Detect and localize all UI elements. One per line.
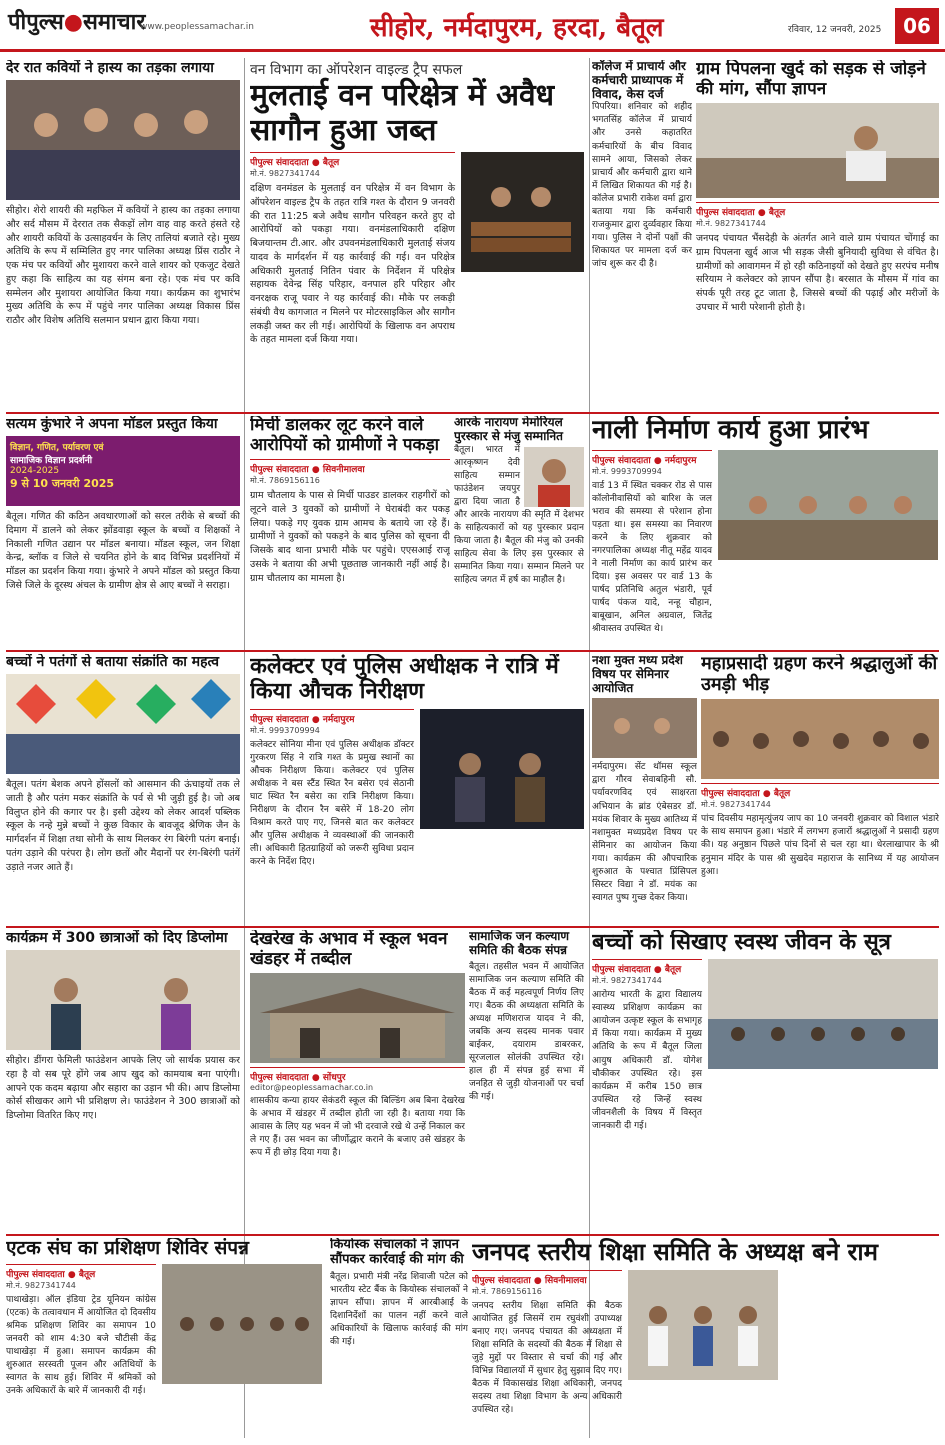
article-headline[interactable]: बच्चों ने पतंगों से बताया संक्रांति का महत्व	[6, 654, 220, 670]
article-rk-narayan-award	[454, 416, 584, 646]
article-body: सीहोर। डींगरा फेमिली फाउंडेशन आपके लिए जो सार्थक प्रयास कर रहा है वो सब पूरे होंगे जब आप खुद को कामयाब बना पाएंगी। आपने एक कदम बढ़ाया और सहारा का उड़ान भी की। आप डिप्लोमा कोर्स सीखकर आगे भी प्रशिक्षण ले। फाउंडेशन ने 300 छात्राओं को डिप्लोमा वितरित किए गए।	[6, 1055, 240, 1122]
article-headline[interactable]: महाप्रसादी ग्रहण करने श्रद्धालुओं की उमड़ी भीड़	[701, 654, 938, 695]
diploma-ceremony-image	[6, 950, 240, 1050]
reporter-mobile: मो.नं. 9993709994	[250, 725, 320, 735]
article-headline[interactable]: आरके नारायण मेमोरियल पुरस्कार से मंजु सम्मानित	[454, 416, 563, 443]
article-headline[interactable]: मिर्ची डालकर लूट करने वाले आरोपियों को ग्रामीणों ने पकड़ा	[250, 416, 440, 455]
article-headline[interactable]: कार्यक्रम में 300 छात्राओं को दिए डिप्लोमा	[6, 930, 228, 946]
students-hall-image	[708, 959, 938, 1069]
article-photo	[6, 950, 240, 1050]
section-rule	[6, 412, 939, 414]
article-headline[interactable]: जनपद स्तरीय शिक्षा समिति के अध्यक्ष बने राम	[472, 1238, 878, 1266]
article-body: शासकीय कन्या हायर सेकंडरी स्कूल की बिल्डिंग अब बिना देखरेख के अभाव में खंडहर में तब्दील होती जा रही है। बताया गया कि आवास के लिए यह भवन में जो भी दरवाजे रखे थे उन्हें निकाल कर ले गए हैं। उस भवन का जीर्णोद्धार कराने के बजाए उसे खंडहर के रूप में ही छोड़ दिया गया है।	[250, 1096, 465, 1159]
article-photo	[6, 80, 240, 200]
article-body: जनपद पंचायत भैंसदेही के अंतर्गत आने वाले ग्राम पंचायत चोंगाई का ग्राम पिपलना खुर्द आज भी सड़क जैसी बुनियादी सुविधा से वंचित है। ग्रामीणों को आवागमन में हो रही कठिनाइयों को देखते हुए सरपंच मनीष सरियाम ने कलेक्टर को ज्ञापन सौंपा है। बरसात के मौसम में गांव का संपर्क पूरी तरह टूट जाता है, जिससे बच्चों की पढ़ाई और मरीजों के उपचार में भारी परेशानी होती है।	[696, 233, 939, 313]
article-college-dispute	[592, 60, 692, 408]
article-body: बैतूल। भारत में आरकृष्णन देवी साहित्य सम्मान फाउंडेशन जयपुर द्वारा दिया जाता है और आरके नारायण की स्मृति में देशभर के साहित्यकारों को यह पुरस्कार प्रदान किया जाता है। बैतूल की मंजु को उनकी साहित्य सेवा के लिए इस पुरस्कार से सम्मानित किया गया। सम्मान मिलने पर साहित्य जगत में हर्ष का माहौल है।	[454, 444, 584, 586]
article-headline[interactable]: ग्राम पिपलना खुर्द को सड़क से जोड़ने की मांग, सौंपा ज्ञापन	[696, 60, 926, 99]
article-photo	[701, 699, 939, 779]
article-education-committee	[472, 1238, 939, 1438]
reporter-mobile: मो.नं. 9993709994	[592, 466, 662, 476]
section-rule	[6, 1234, 939, 1236]
article-photo	[461, 152, 584, 272]
article-chilli-robbers	[250, 416, 450, 646]
byline: पीपुल्स संवाददाता ● सिवनीमालवा	[250, 459, 450, 475]
article-aituc-camp	[6, 1238, 326, 1438]
night-inspection-image	[420, 709, 584, 829]
article-body: ग्राम चौतलाय के पास से मिर्ची पाउडर डालकर राहगीरों को लूटने वाले 3 युवकों को ग्रामीणों ने घेराबंदी कर पकड़ लिया। पकड़े गए युवक ग्राम आमच के बताये जा रहे हैं। ग्रामीणों ने युवकों को पकड़ने के बाद पुलिस को सूचना दी जिसके बाद थाना प्रभारी मौके पर पहुंचे। एएसआई राजू उसके ने बताया की अभी पूछताछ जानकारी नहीं आई है। ग्राम चौतलाय का मामला है।	[250, 490, 450, 584]
article-body: बैतूल। प्रभारी मंत्री नरेंद्र शिवाजी पटेल को भारतीय स्टेट बैंक के कियोस्क संचालकों ने ज्ञापन सौंपा। ज्ञापन में आरबीआई के दिशानिर्देशों का पालन नहीं करने वाले अधिकारियों के खिलाफ कार्रवाई की मांग की गई।	[330, 1271, 468, 1348]
newspaper-logo[interactable]: पीपुल्स●समाचार	[8, 10, 146, 35]
committee-group-image	[628, 1270, 778, 1380]
banner-year: 2024-2025	[10, 466, 60, 477]
article-body: दक्षिण वनमंडल के मुलताई वन परिक्षेत्र में वन विभाग के ऑपरेशन वाइल्ड ट्रैप के तहत रात्रि गश्त के दौरान 9 जनवरी की रात 11:25 बजे अवैध सागौन परिवहन करते हुए दो आरोपियों को पकड़ा गया। वनमंडलाधिकारी दक्षिण बिजयान्तम टी.आर. और उपवनमंडलाधिकारी मुलताई संजय यादव के मार्गदर्शन में यह कार्रवाई की गई। वन परिक्षेत्र अधिकारी मुलताई नितिन पंवार के निर्देशन में परिक्षेत्र सहायक देवेन्द्र सिंह परिहार, वनपाल हरि परिहार और वनरक्षक राजू पवार ने यह कार्रवाई की। मौके पर लकड़ी संबंधी वैध कागजात न मिलने पर मोटरसाइकिल और सागौन लकड़ी जब्त कर ली गई। आरोपियों के खिलाफ वन अपराध के तहत मामला दर्ज किया गया।	[250, 183, 455, 346]
article-body: कलेक्टर सोनिया मीना एवं पुलिस अधीक्षक डॉक्टर गुरकरण सिंह ने रात्रि गश्त के प्रमुख स्थानों का औचक निरीक्षण किया। कलेक्टर एवं पुलिस अधीक्षक ने बस स्टैंड स्थित रैन बसेरा एवं सेठानी घाट स्थित रैन बसेरा का रात्रि निरीक्षण किया। निरीक्षण के दौरान रैन बसेरे में 18-20 लोग विश्राम करते पाए गए, जिनसे बात कर कलेक्टर और पुलिस अधीक्षक ने व्यवस्थाओं की जानकारी ली। अधिकारी हितग्राहियों को जरूरी सुविधा प्रदान करने के निर्देश दिए।	[250, 739, 414, 868]
article-drain-construction	[592, 416, 939, 646]
byline: पीपुल्स संवाददाता ● बैतूल	[592, 959, 702, 975]
masthead	[0, 0, 945, 52]
awardee-photo	[524, 447, 584, 507]
article-photo	[6, 674, 240, 774]
article-body: वार्ड 13 में स्थित चक्कर रोड से पास कॉलोनीवासियों को बारिश के जल भराव की समस्या से परेशान होना पड़ता था। इस समस्या का निवारण करने के लिए शुक्रवार को नगरपालिका अध्यक्ष नीतू महेंद्र यादव ने नाली निर्माण का कार्य प्रारंभ कर दिया। इस अवसर पर वार्ड 13 के पार्षद प्रतिनिधि अतुल भंडारी, पूर्व पार्षद पंकज यादे, नन्हू चौहान, बाबूखान, अनिल अग्रवाल, जितेंद्र श्रीवास्तव उपस्थित थे।	[592, 480, 712, 635]
article-headline[interactable]: सत्यम कुंभारे ने अपना मॉडल प्रस्तुत किया	[6, 416, 218, 432]
reporter-mobile: मो.नं. 9827341744	[696, 219, 766, 229]
article-headline[interactable]: बच्चों को सिखाए स्वस्थ जीवन के सूत्र	[592, 930, 891, 955]
byline: पीपुल्स संवाददाता ● सोंधपुर	[250, 1067, 465, 1083]
article-photo	[708, 959, 938, 1069]
banner-line: सामाजिक विज्ञान प्रदर्शनी	[10, 456, 93, 467]
group-photo-image	[6, 80, 240, 200]
article-body: पांच दिवसीय महामृत्युंजय जाप का 10 जनवरी शुक्रवार को विशाल भंडारे के साथ समापन हुआ। भंडारे में लगभग हजारों श्रद्धालुओं ने प्रसादी ग्रहण की। यह अनुष्ठान पिछले पांच दिनों से चल रहा था। धेरलाखापार के श्री हनुमान मंदिर के पास श्री सुखदेव महाराज के सानिध्य में यह आयोजन हुआ।	[701, 814, 939, 877]
memorandum-image	[696, 103, 939, 198]
article-headline[interactable]: मुलताई वन परिक्षेत्र में अवैध सागौन हुआ जब्त	[250, 78, 555, 148]
reporter-email[interactable]: editor@peoplessamachar.co.in	[250, 1083, 374, 1093]
article-mahaprasadi	[701, 654, 939, 922]
article-body: बैतूल। पतंग बेशक अपने होंसलों को आसमान की ऊंचाइयों तक ले जाती है और पतंग मकर संक्रांति के पर्व से भी जुड़ी हुई है। जो अब विलुप्त होने की कगार पर है। इसी उद्देश्य को लेकर आदर्श पब्लिक स्कूल के नन्हे मुन्ने बच्चों ने कुछ विकार के बावजूद श्रेणिक जैन के मार्गदर्शन में शिक्षा तथा सोनी के साथ मिलकर रंग बिरंगी पतंग बनाई। पतंग उड़ाने की परंपरा है। लोग छतों और मैदानों पर रंग-बिरंगी पतंगें उड़ाते नजर आते हैं।	[6, 779, 240, 873]
article-school-ruins	[250, 930, 465, 1230]
byline: पीपुल्स संवाददाता ● सिवनीमालवा	[472, 1270, 622, 1286]
byline: पीपुल्स संवाददाता ● बैतूल	[696, 202, 939, 218]
reporter-mobile: मो.नं. 9827341744	[592, 976, 662, 986]
portrait-image	[524, 447, 584, 507]
article-healthy-life	[592, 930, 939, 1230]
page-number: 06	[895, 8, 939, 44]
article-poets	[6, 60, 240, 408]
article-pipalna-road	[696, 60, 939, 408]
article-headline[interactable]: कियोस्क संचालकों ने ज्ञापन सौंपकर कार्रवाई की मांग की	[330, 1238, 464, 1267]
issue-date: रविवार, 12 जनवरी, 2025	[788, 25, 882, 35]
byline: पीपुल्स संवाददाता ● नर्मदापुरम	[592, 450, 712, 466]
article-photo	[628, 1270, 778, 1380]
article-body: पिपरिया। शनिवार को शहीद भगतसिंह कॉलेज में प्राचार्य और उनसे कहातरित कर्मचारियों के बीच विवाद सामने आया, जिसको लेकर प्राचार्य और कर्मचारी द्वारा थाने में लिखित शिकायत की गई है। कॉलेज प्रभारी राकेश वर्मा द्वारा बताया गया कि कर्मचारी राजकुमार द्वारा दुर्व्यवहार किया गया। पुलिस ने दोनों पक्षों की शिकायत पर मामला दर्ज कर जांच शुरू कर दी है।	[592, 102, 692, 269]
article-headline[interactable]: देखरेख के अभाव में स्कूल भवन खंडहर में तब्दील	[250, 930, 448, 969]
article-headline[interactable]: कॉलेज में प्राचार्य और कर्मचारी प्राध्यापक में विवाद, केस दर्ज	[592, 60, 686, 101]
article-photo	[250, 973, 465, 1063]
reporter-mobile: मो.नं. 9827341744	[701, 800, 771, 810]
article-model-exhibition	[6, 416, 240, 646]
reporter-mobile: मो.नं. 9827341744	[250, 169, 320, 178]
article-photo	[420, 709, 584, 829]
article-photo	[592, 698, 697, 758]
seminar-image	[592, 698, 697, 758]
article-body: नर्मदापुरम। सेंट थॉमस स्कूल द्वारा गौरव सेवाबहिनी सौ. पर्यावरणविद एवं साक्षरता अभियान के ब्रांड एंबेसडर डॉ. मयंक शिवार के मुख्य आतिथ्य में नशामुक्त मध्यप्रदेश विषय पर सेमिनार का आयोजन किया गया। कार्यक्रम की औपचारिक शुरुआत के पश्चात प्रिंसिपल सिस्टर विद्या ने डॉ. मयंक का स्वागत पुष्प गुच्छ देकर किया।	[592, 762, 697, 903]
article-body: बैतूल। तहसील भवन में आयोजित सामाजिक जन कल्याण समिति की बैठक में कई महत्वपूर्ण निर्णय लिए गए। बैठक की अध्यक्षता समिति के अध्यक्ष मणिशराज यादव ने की, जबकि अन्य सदस्य मानक पवार बाईकर, दयाराम डाबरकर, सूरजलाल सोलंकी उपस्थित रहे। हाल ही में संपन्न हुई सभा में जनहित से जुड़ी योजनाओं पर चर्चा की गई।	[469, 961, 584, 1103]
site-url[interactable]: www.peoplessamachar.in	[140, 22, 254, 32]
section-rule	[6, 650, 939, 652]
byline: पीपुल्स संवाददाता ● बैतूल	[250, 152, 455, 168]
article-kiosk-operators	[330, 1238, 468, 1438]
article-collector-inspection	[250, 654, 584, 922]
kites-image	[6, 674, 240, 774]
column-divider	[589, 58, 590, 1438]
byline: पीपुल्स संवाददाता ● नर्मदापुरम	[250, 709, 414, 725]
article-welfare-committee	[469, 930, 584, 1230]
article-headline[interactable]: नाली निर्माण कार्य हुआ प्रारंभ	[592, 416, 869, 445]
column-divider	[244, 58, 245, 1438]
section-rule	[6, 926, 939, 928]
article-body: सीहोर। शेरो शायरी की महफिल में कवियों ने हास्य का तड़का लगाया और सर्द मौसम में देररात तक सैकड़ों लोग वाह वाह करते हंसते रहे और शायरी कवियों के उत्साहवर्धन के लिए तालियां बजाते रहे। मुख्य अतिथि के रूप में सम्मिलित हुए नगर पालिका अध्यक्ष प्रिंस राठौर ने एक मंच पर कवियों और मुशायरा करने वाले शायर को एकजुट देखते हुए कहा कि साहित्य का यह संगम बना रहे। एक मंच पर कवि सम्मेलन और मुशायरा आयोजित किया गया। कार्यक्रम का शुभारंभ मुख्य अतिथि के रूप में पहुंचे नगर पालिका अध्यक्ष विकास प्रिंस राठौर और विशेष अतिथि सलमान प्रधान द्वारा किया गया।	[6, 205, 240, 327]
region-title: सीहोर, नर्मदापुरम, हरदा, बैतूल	[370, 13, 664, 43]
banner-line: विज्ञान, गणित, पर्यावरण एवं	[10, 443, 104, 454]
article-diplomas	[6, 930, 240, 1230]
article-kicker: वन विभाग का ऑपरेशन वाइल्ड ट्रैप सफल	[250, 62, 463, 78]
ruined-building-image	[250, 973, 465, 1063]
banner-dates: 9 से 10 जनवरी 2025	[10, 477, 115, 491]
article-forest-teak	[250, 60, 584, 408]
article-headline[interactable]: कलेक्टर एवं पुलिस अधीक्षक ने रात्रि में किया औचक निरीक्षण	[250, 654, 559, 705]
article-body: आरोग्य भारती के द्वारा विद्यालय स्वास्थ्य प्रशिक्षण कार्यक्रम का आयोजन उत्कृष्ट स्कूल के सभागृह में किया गया। कार्यक्रम में मुख्य अतिथि के रूप में बैतूल जिला आयुष अधिकारी डॉ. योगेश चौकीकर उपस्थित रहे। इस कार्यक्रम में करीब 150 छात्र उपस्थित रहे जिन्हें स्वस्थ जीवनशैली के विषय में विस्तृत जानकारी दी गई।	[592, 990, 702, 1131]
article-photo	[162, 1264, 322, 1384]
article-body: जनपद स्तरीय शिक्षा समिति की बैठक आयोजित हुई जिसमें राम रघुवंशी उपाध्यक्ष बनाए गए। जनपद पंचायत की अध्यक्षता में शिक्षा समिति के सदस्यों की बैठक में शिक्षा से जुड़े मुद्दों पर विस्तार से चर्चा की गई और विभिन्न विद्यालयों में सुधार हेतु सुझाव दिए गए। बैठक में विकासखंड शिक्षा अधिकारी, जनपद सदस्य तथा शिक्षा विभाग के अन्य अधिकारी उपस्थित रहे।	[472, 1300, 622, 1415]
training-camp-image	[162, 1264, 322, 1384]
article-body: बैतूल। गणित की कठिन अवधारणाओं को सरल तरीके से बच्चों की दिमाग में डालने को लेकर झोंडवाड़ा स्कूल के बच्चों व शिक्षकों ने निकाली गणित उद्यान पर मॉडल बनाया। मॉडल स्कूल, जन शिक्षा केन्द्र, ब्लॉक व जिले से चयनित होने के बाद विभिन्न प्रदर्शनियों में मॉडल का प्रदर्शन किया गया। कुंभारे ने अपने मॉडल को प्रस्तुत किया जिसे जिले के दूरस्थ अंचल के ग्रामीण क्षेत्र से आए बच्चों ने सराहा।	[6, 511, 240, 591]
article-body: पाथाखेड़ा। ऑल इंडिया ट्रेड यूनियन कांग्रेस (एटक) के तत्वावधान में आयोजित दो दिवसीय श्रमिक प्रशिक्षण शिविर का समापन 10 जनवरी को शाम 4:30 बजे चौटीसी केंद्र पाथाखेड़ा में हुआ। समापन कार्यक्रम की शुरुआत सरस्वती पूजन और अतिथियों के स्वागत के साथ हुई। शिविर में श्रमिकों को उनके अधिकारों के बारे में जानकारी दी गई।	[6, 1294, 156, 1397]
reporter-mobile: मो.नं. 9827341744	[6, 1280, 76, 1290]
seized-wood-image	[461, 152, 584, 272]
exhibition-banner	[6, 436, 240, 506]
reporter-mobile: मो.नं. 7869156116	[472, 1286, 542, 1296]
article-kites	[6, 654, 240, 922]
article-drug-free-seminar	[592, 654, 697, 922]
article-headline[interactable]: नशा मुक्त मध्य प्रदेश विषय पर सेमिनार आयोजित	[592, 654, 683, 695]
article-headline[interactable]: एटक संघ का प्रशिक्षण शिविर संपन्न	[6, 1238, 249, 1259]
reporter-mobile: मो.नं. 7869156116	[250, 476, 320, 486]
article-photo	[696, 103, 939, 198]
byline: पीपुल्स संवाददाता ● बैतूल	[6, 1264, 156, 1280]
byline: पीपुल्स संवाददाता ● बैतूल	[701, 783, 939, 799]
bhoomipujan-image	[718, 450, 938, 560]
crowd-image	[701, 699, 939, 779]
article-headline[interactable]: देर रात कवियों ने हास्य का तड़का लगाया	[6, 60, 214, 76]
article-photo	[718, 450, 938, 560]
article-headline[interactable]: सामाजिक जन कल्याण समिति की बैठक संपन्न	[469, 930, 570, 957]
